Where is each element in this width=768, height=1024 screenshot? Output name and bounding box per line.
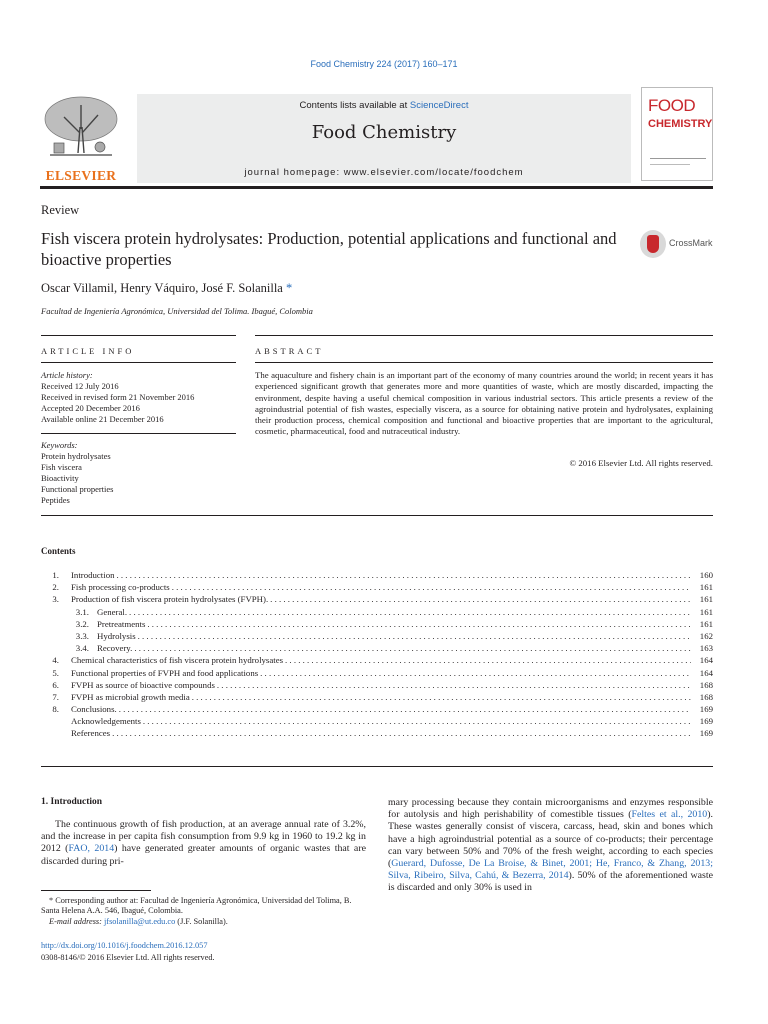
article-title: Fish viscera protein hydrolysates: Production, potential applications and functional and bioactive properties [41,229,617,269]
author-list: Oscar Villamil, Henry Váquiro, José F. Solanilla * [41,281,293,295]
toc-page: 168 [699,691,713,702]
toc-page: 164 [699,655,713,666]
toc-leader-dots [138,631,691,641]
abstract-heading: ABSTRACT [255,346,324,356]
toc-number: 3.1. [75,606,89,617]
contents-heading: Contents [41,546,76,556]
toc-entry[interactable] [41,607,713,619]
section-rule [41,433,236,434]
toc-leader-dots [112,728,691,738]
toc-label[interactable]: Functional properties of FVPH and food applications [71,667,259,678]
introduction-heading: 1. Introduction [41,797,103,807]
toc-label[interactable]: Chemical characteristics of fish viscera protein hydrolysates [71,655,284,666]
toc-leader-dots [119,704,691,714]
crossmark-label: CrossMark [669,238,713,248]
keywords-label: Keywords: [41,440,78,450]
footnote-rule [41,890,151,891]
toc-number: 7. [52,691,59,702]
toc-leader-dots [260,668,691,678]
toc-leader-dots [129,607,691,617]
sciencedirect-link[interactable]: ScienceDirect [409,100,469,111]
cover-food-word: FOOD [648,96,696,115]
toc-page: 169 [699,716,713,727]
toc-page: 161 [699,606,713,617]
toc-number: 3. [52,594,59,605]
history-label: Article history: [41,370,93,380]
section-rule [255,335,713,336]
journal-homepage: journal homepage: www.elsevier.com/locate/foodchem [244,167,524,178]
toc-number: 8. [52,704,59,715]
history-item: Received in revised form 21 November 2016 [41,392,195,402]
toc-page: 162 [699,630,713,641]
toc-page: 168 [699,679,713,690]
citation-link[interactable]: FAO, 2014 [68,843,115,855]
issn-line: 0308-8146/© 2016 Elsevier Ltd. All rights reserved. [41,953,215,962]
toc-number: 2. [52,582,59,593]
article-info-heading: ARTICLE INFO [41,346,135,356]
toc-page: 161 [699,618,713,629]
toc-number: 3.4. [75,643,89,654]
toc-leader-dots [217,680,691,690]
journal-banner [137,94,631,183]
toc-label[interactable]: Introduction [71,570,115,580]
toc-label[interactable]: References [71,728,111,739]
toc-entry[interactable] [41,668,713,680]
cover-line [650,164,690,165]
toc-entry[interactable] [41,655,713,667]
toc-label[interactable]: Acknowledgements [71,716,141,727]
history-item: Accepted 20 December 2016 [41,403,140,413]
email-link[interactable]: jfsolanilla@ut.edu.co [104,916,176,926]
elsevier-logo[interactable] [40,93,122,181]
body-left-column [41,797,366,868]
toc-number: 5. [52,667,59,678]
journal-cover[interactable] [641,87,713,181]
toc-leader-dots [172,582,691,592]
section-rule [41,335,236,336]
toc-entry[interactable] [41,704,713,716]
cover-chemistry-word: CHEMISTRY [648,118,713,130]
journal-title: Food Chemistry [311,122,457,143]
article-history [41,370,194,425]
toc-label[interactable]: Pretreatments [97,618,146,629]
toc-leader-dots [285,655,691,665]
abstract-text: The aquaculture and fishery chain is an important part of the economy of many countries around the world; in recent years it has experienced significant growth that generates more and more quantities of waste, which are mostly discarded, impacting the environment, despite having a useful chemical composition in various industrial sectors. This article presents a review of the agroindustrial potential of fish wastes, especially viscera, as a source for obtaining native protein and hydrolysates, explaining their production process, chemical composition and functional and bioactive properties that are important to the agricultural, cosmetic, pharmaceutical, food and nutraceutical industry. [255,370,713,437]
citation-link[interactable]: Feltes et al., 2010 [631,809,708,821]
toc-label[interactable]: FVPH as microbial growth media [71,691,190,702]
citation-link[interactable]: Guerard, Dufosse, De La Broise, & Binet, 2001; He, Franco, & Zhang, 2013; Silva, Ribeiro, Silva, Cahú, & Bezerra, 2014 [388,858,713,882]
section-rule [41,515,713,516]
toc-page: 163 [699,643,713,654]
body-paragraph: The continuous growth of fish production, at an average annual rate of 3.2%, and the increase in per capita fish consumption from 9.9 kg in 1960 to 19.2 kg in 2012 (FAO, 2014) have generated greater amounts of organic wastes that are discarded during pri- [41,819,366,867]
toc-entry[interactable] [41,728,713,740]
toc-page: 161 [699,594,713,605]
toc-label[interactable]: Hydrolysis [97,630,136,641]
toc-page: 164 [699,667,713,678]
history-item: Received 12 July 2016 [41,381,119,391]
table-of-contents [41,570,713,741]
body-right-column [388,797,713,895]
toc-leader-dots [192,692,691,702]
homepage-link[interactable]: www.elsevier.com/locate/foodchem [343,167,524,178]
toc-entry[interactable] [41,619,713,631]
toc-number: 3.3. [75,630,89,641]
toc-number: 3.2. [75,618,89,629]
contents-available: Contents lists available at ScienceDirect [299,100,469,111]
toc-entry[interactable] [41,643,713,655]
toc-label[interactable]: Recovery. [97,643,133,654]
toc-label[interactable]: Production of fish viscera protein hydrolysates (FVPH). [71,594,269,605]
toc-page: 169 [699,728,713,739]
toc-label[interactable]: FVPH as source of bioactive compounds [71,679,215,690]
keywords [41,440,113,506]
section-rule [41,766,713,767]
toc-number: 1. [52,570,59,580]
journal-citation[interactable]: Food Chemistry 224 (2017) 160–171 [310,59,458,69]
keyword: Bioactivity [41,473,79,483]
footnote-corresponding: * Corresponding author at: Facultad de Ingeniería Agronómica, Universidad del Tolima, B. Santa Helena A.A. 546, Ibagué, Colombia. [41,896,352,916]
toc-leader-dots [134,643,691,653]
header-rule [40,186,713,189]
toc-leader-dots [117,570,692,580]
toc-leader-dots [147,619,691,629]
toc-label[interactable]: Conclusions. [71,704,117,715]
keyword: Fish viscera [41,462,82,472]
toc-leader-dots [143,716,691,726]
toc-page: 169 [699,704,713,715]
toc-label[interactable]: Fish processing co-products [71,582,170,593]
elsevier-tree-icon [40,93,122,161]
toc-number: 6. [52,679,59,690]
history-item: Available online 21 December 2016 [41,414,164,424]
corresponding-author-link[interactable]: * [285,281,293,295]
toc-entry[interactable] [41,570,713,582]
toc-entry[interactable] [41,692,713,704]
toc-number: 4. [52,655,59,666]
crossmark-icon [640,230,666,258]
section-rule [255,362,713,363]
toc-entry[interactable] [41,582,713,594]
body-paragraph: mary processing because they contain microorganisms and enzymes responsible for autolysis and high perishability of comestible tissues (Feltes et al., 2010). These wastes generally consist of viscera, carcass, head, skin and bones which have a high agroindustrial potential as a source of co-products; their percentage can vary between 50% and 70% of the fresh weight, according to each species (Guerard, Dufosse, De La Broise, & Binet, 2001; He, Franco, & Zhang, 2013; Silva, Ribeiro, Silva, Cahú, & Bezerra, 2014). 50% of the aforementioned waste is discarded and only 30% is used in [388,797,714,894]
keyword: Protein hydrolysates [41,451,111,461]
keyword: Functional properties [41,484,114,494]
article-type: Review [41,203,80,217]
crossmark-badge[interactable] [640,230,716,258]
toc-entry[interactable] [41,631,713,643]
toc-label[interactable]: General. [97,606,128,617]
keyword: Peptides [41,495,70,505]
footnote [41,896,366,927]
affiliation: Facultad de Ingeniería Agronómica, Universidad del Tolima. Ibagué, Colombia [41,306,313,316]
cover-line [650,158,706,159]
doi-link[interactable]: http://dx.doi.org/10.1016/j.foodchem.2016.12.057 [41,941,208,950]
toc-entry[interactable] [41,716,713,728]
elsevier-wordmark: ELSEVIER [45,168,117,183]
toc-entry[interactable] [41,680,713,692]
toc-page: 161 [699,582,713,593]
footnote-email: E-mail address: jfsolanilla@ut.edu.co (J.F. Solanilla). [49,916,228,926]
section-rule [41,362,236,363]
abstract-copyright: © 2016 Elsevier Ltd. All rights reserved. [569,458,713,468]
toc-leader-dots [270,594,691,604]
toc-entry[interactable] [41,594,713,606]
toc-page: 160 [699,570,713,580]
